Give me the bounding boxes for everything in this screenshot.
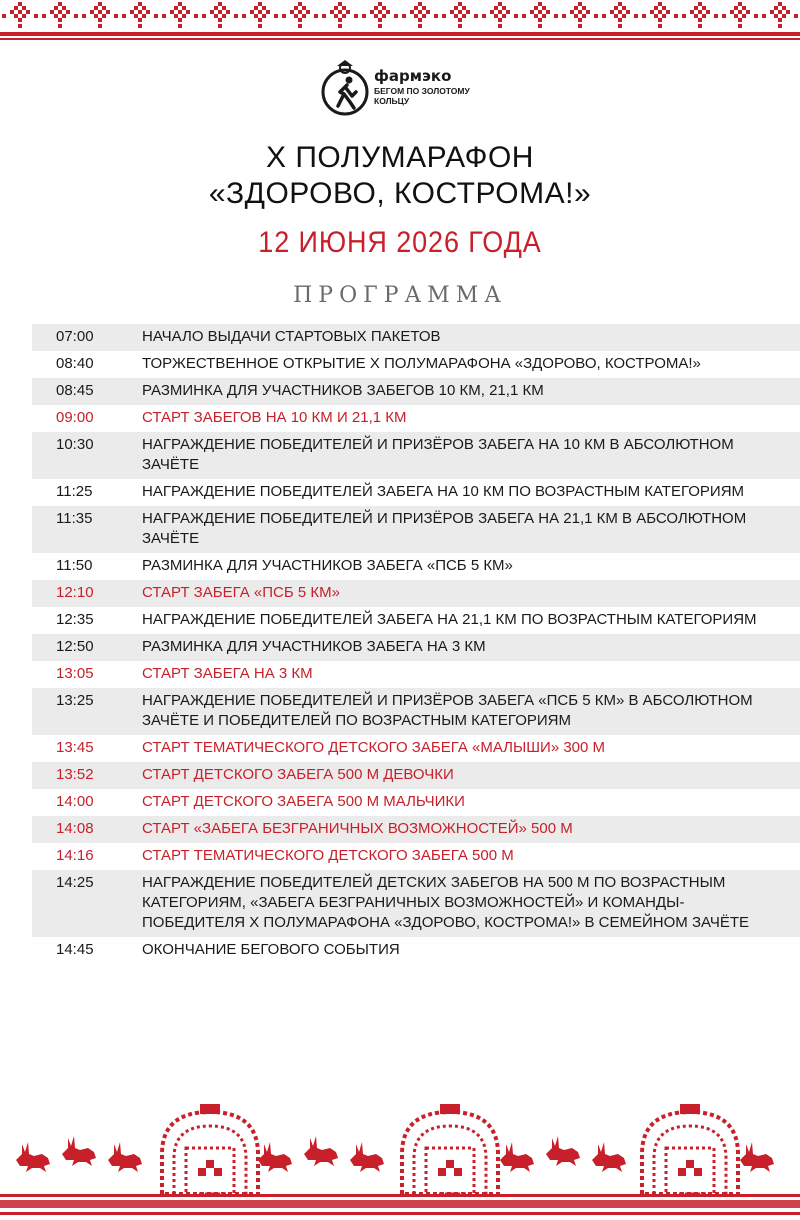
schedule-table bbox=[32, 324, 800, 964]
schedule-activity: РАЗМИНКА ДЛЯ УЧАСТНИКОВ ЗАБЕГА НА 3 КМ bbox=[142, 638, 486, 655]
title-line-1: X ПОЛУМАРАФОН bbox=[266, 141, 534, 174]
schedule-time: 11:35 bbox=[56, 510, 93, 527]
schedule-row bbox=[32, 580, 800, 607]
schedule-time: 13:45 bbox=[56, 739, 94, 756]
event-title bbox=[0, 140, 800, 212]
schedule-time: 12:50 bbox=[56, 638, 94, 655]
schedule-time: 13:25 bbox=[56, 692, 94, 709]
bottom-ornament-border bbox=[0, 1090, 800, 1220]
runner-medal-icon bbox=[320, 56, 370, 118]
schedule-time: 13:52 bbox=[56, 766, 94, 783]
schedule-time: 07:00 bbox=[56, 328, 94, 345]
schedule-time: 12:10 bbox=[56, 584, 94, 601]
logo-tagline: БЕГОМ ПО ЗОЛОТОМУ КОЛЬЦУ bbox=[374, 85, 470, 106]
schedule-activity: СТАРТ ТЕМАТИЧЕСКОГО ДЕТСКОГО ЗАБЕГА 500 М bbox=[142, 847, 514, 864]
schedule-activity: СТАРТ «ЗАБЕГА БЕЗГРАНИЧНЫХ ВОЗМОЖНОСТЕЙ» 500 М bbox=[142, 820, 573, 837]
schedule-activity: СТАРТ ДЕТСКОГО ЗАБЕГА 500 М ДЕВОЧКИ bbox=[142, 766, 454, 783]
schedule-row bbox=[32, 843, 800, 870]
schedule-time: 11:25 bbox=[56, 483, 93, 500]
event-date: 12 ИЮНЯ 2026 ГОДА bbox=[258, 226, 542, 259]
schedule-time: 11:50 bbox=[56, 557, 93, 574]
schedule-row bbox=[32, 479, 800, 506]
top-ornament-border bbox=[0, 0, 800, 46]
schedule-row bbox=[32, 378, 800, 405]
schedule-row bbox=[32, 870, 800, 937]
schedule-activity: СТАРТ ДЕТСКОГО ЗАБЕГА 500 М МАЛЬЧИКИ bbox=[142, 793, 465, 810]
schedule-time: 12:35 bbox=[56, 611, 94, 628]
schedule-time: 09:00 bbox=[56, 409, 94, 426]
schedule-activity: РАЗМИНКА ДЛЯ УЧАСТНИКОВ ЗАБЕГА «ПСБ 5 КМ» bbox=[142, 557, 513, 574]
schedule-time: 13:05 bbox=[56, 665, 94, 682]
schedule-row bbox=[32, 789, 800, 816]
schedule-activity: РАЗМИНКА ДЛЯ УЧАСТНИКОВ ЗАБЕГОВ 10 КМ, 21,1 КМ bbox=[142, 382, 544, 399]
schedule-time: 14:25 bbox=[56, 874, 94, 891]
logo-brand-name: фармэко bbox=[374, 66, 452, 85]
schedule-row bbox=[32, 816, 800, 843]
schedule-activity: НАГРАЖДЕНИЕ ПОБЕДИТЕЛЕЙ ДЕТСКИХ ЗАБЕГОВ НА 500 М ПО ВОЗРАСТНЫМ КАТЕГОРИЯМ, «ЗАБЕГА БЕЗГРАНИЧНЫХ ВОЗМОЖНОСТЕЙ» И КОМАНДЫ-ПОБЕДИТЕЛЯ X ПОЛУМАРАФОНА «ЗДОРОВО, КОСТРОМА!» В СЕМЕЙНОМ ЗАЧЁТЕ bbox=[142, 874, 750, 931]
schedule-row bbox=[32, 762, 800, 789]
schedule-activity: НАЧАЛО ВЫДАЧИ СТАРТОВЫХ ПАКЕТОВ bbox=[142, 328, 441, 345]
schedule-row bbox=[32, 634, 800, 661]
schedule-row bbox=[32, 688, 800, 735]
schedule-activity: СТАРТ ТЕМАТИЧЕСКОГО ДЕТСКОГО ЗАБЕГА «МАЛЫШИ» 300 М bbox=[142, 739, 606, 756]
schedule-time: 14:08 bbox=[56, 820, 94, 837]
schedule-row bbox=[32, 506, 800, 553]
schedule-row bbox=[32, 553, 800, 580]
schedule-activity: НАГРАЖДЕНИЕ ПОБЕДИТЕЛЕЙ И ПРИЗЁРОВ ЗАБЕГА «ПСБ 5 КМ» В АБСОЛЮТНОМ ЗАЧЁТЕ И ПОБЕДИТЕЛЕЙ ПО ВОЗРАСТНЫМ КАТЕГОРИЯМ bbox=[142, 692, 753, 729]
schedule-activity: НАГРАЖДЕНИЕ ПОБЕДИТЕЛЕЙ И ПРИЗЁРОВ ЗАБЕГА НА 10 КМ В АБСОЛЮТНОМ ЗАЧЁТЕ bbox=[142, 436, 734, 473]
schedule-activity: ТОРЖЕСТВЕННОЕ ОТКРЫТИЕ X ПОЛУМАРАФОНА «ЗДОРОВО, КОСТРОМА!» bbox=[142, 355, 701, 372]
schedule-activity: СТАРТ ЗАБЕГОВ НА 10 КМ И 21,1 КМ bbox=[142, 409, 407, 426]
schedule-activity: СТАРТ ЗАБЕГА «ПСБ 5 КМ» bbox=[142, 584, 340, 601]
schedule-activity: НАГРАЖДЕНИЕ ПОБЕДИТЕЛЕЙ ЗАБЕГА НА 10 КМ ПО ВОЗРАСТНЫМ КАТЕГОРИЯМ bbox=[142, 483, 745, 500]
schedule-activity: НАГРАЖДЕНИЕ ПОБЕДИТЕЛЕЙ И ПРИЗЁРОВ ЗАБЕГА НА 21,1 КМ В АБСОЛЮТНОМ ЗАЧЁТЕ bbox=[142, 510, 747, 547]
section-heading: ПРОГРАММА bbox=[293, 283, 507, 308]
schedule-time: 08:45 bbox=[56, 382, 94, 399]
schedule-time: 14:45 bbox=[56, 941, 94, 958]
schedule-activity: СТАРТ ЗАБЕГА НА 3 КМ bbox=[142, 665, 313, 682]
title-line-2: «ЗДОРОВО, КОСТРОМА!» bbox=[208, 177, 592, 210]
schedule-row bbox=[32, 937, 800, 964]
brand-logo bbox=[320, 56, 520, 118]
schedule-row bbox=[32, 324, 800, 351]
schedule-row bbox=[32, 607, 800, 634]
schedule-row bbox=[32, 735, 800, 762]
schedule-activity: ОКОНЧАНИЕ БЕГОВОГО СОБЫТИЯ bbox=[142, 941, 400, 958]
schedule-time: 08:40 bbox=[56, 355, 94, 372]
schedule-row bbox=[32, 661, 800, 688]
schedule-time: 10:30 bbox=[56, 436, 94, 453]
schedule-row bbox=[32, 351, 800, 378]
schedule-time: 14:00 bbox=[56, 793, 94, 810]
schedule-row bbox=[32, 432, 800, 479]
schedule-activity: НАГРАЖДЕНИЕ ПОБЕДИТЕЛЕЙ ЗАБЕГА НА 21,1 КМ ПО ВОЗРАСТНЫМ КАТЕГОРИЯМ bbox=[142, 611, 757, 628]
schedule-time: 14:16 bbox=[56, 847, 94, 864]
schedule-row bbox=[32, 405, 800, 432]
